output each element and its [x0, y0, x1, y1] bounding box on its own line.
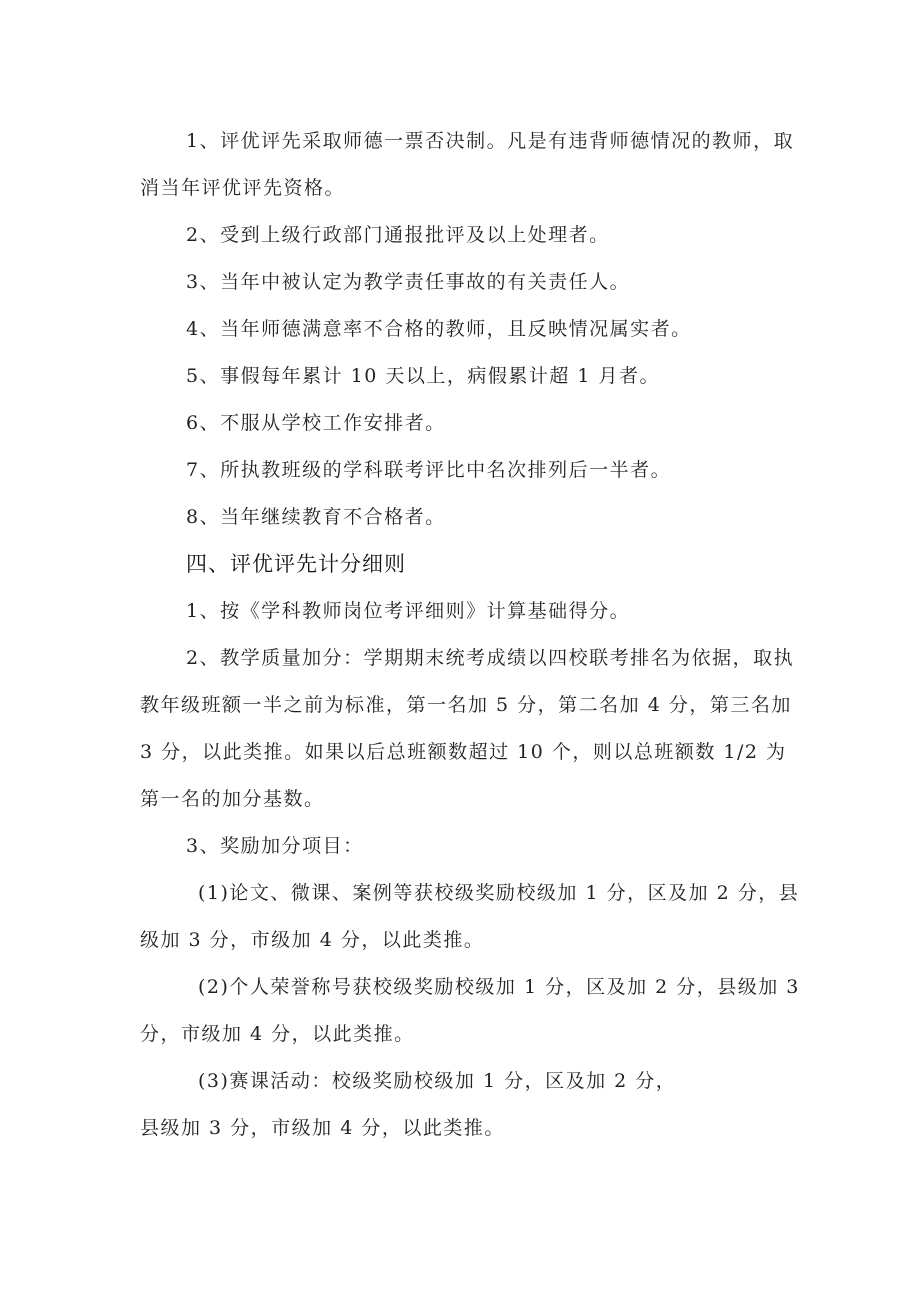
document-body — [140, 118, 800, 1152]
list-item: 4、当年师德满意率不合格的教师，且反映情况属实者。 — [186, 318, 692, 340]
list-item: 2、受到上级行政部门通报批评及以上处理者。 — [186, 224, 610, 246]
list-item: 7、所执教班级的学科联考评比中名次排列后一半者。 — [186, 459, 672, 481]
list-item: 6、不服从学校工作安排者。 — [186, 412, 446, 434]
sub-list-item: (2)个人荣誉称号获校级奖励校级加 1 分，区及加 2 分，县级加 3 分，市级加 4 分，以此类推。 — [140, 976, 800, 1045]
sub-list-item: (1)论文、微课、案例等获校级奖励校级加 1 分，区及加 2 分，县级加 3 分，市级加 4 分，以此类推。 — [140, 882, 800, 951]
section-heading: 四、评优评先计分细则 — [186, 552, 406, 576]
sub-list-item-line: 县级加 3 分，市级加 4 分，以此类推。 — [140, 1117, 505, 1139]
list-item: 2、教学质量加分：学期期末统考成绩以四校联考排名为依据，取执教年级班额一半之前为标准，第一名加 5 分，第二名加 4 分，第三名加 3 分，以此类推。如果以后总班额数超过 10 个，则以总班额数 1/2 为第一名的加分基数。 — [140, 647, 795, 810]
list-item: 1、评优评先采取师德一票否决制。凡是有违背师德情况的教师，取消当年评优评先资格。 — [140, 130, 795, 199]
list-item: 3、奖励加分项目： — [186, 835, 364, 857]
list-item: 8、当年继续教育不合格者。 — [186, 506, 446, 528]
list-item: 3、当年中被认定为教学责任事故的有关责任人。 — [186, 271, 631, 293]
list-item: 1、按《学科教师岗位考评细则》计算基础得分。 — [186, 600, 631, 622]
sub-list-item-line: (3)赛课活动：校级奖励校级加 1 分，区及加 2 分， — [198, 1070, 677, 1092]
sub-list-item — [140, 1058, 800, 1152]
list-item: 5、事假每年累计 10 天以上，病假累计超 1 月者。 — [186, 365, 661, 387]
